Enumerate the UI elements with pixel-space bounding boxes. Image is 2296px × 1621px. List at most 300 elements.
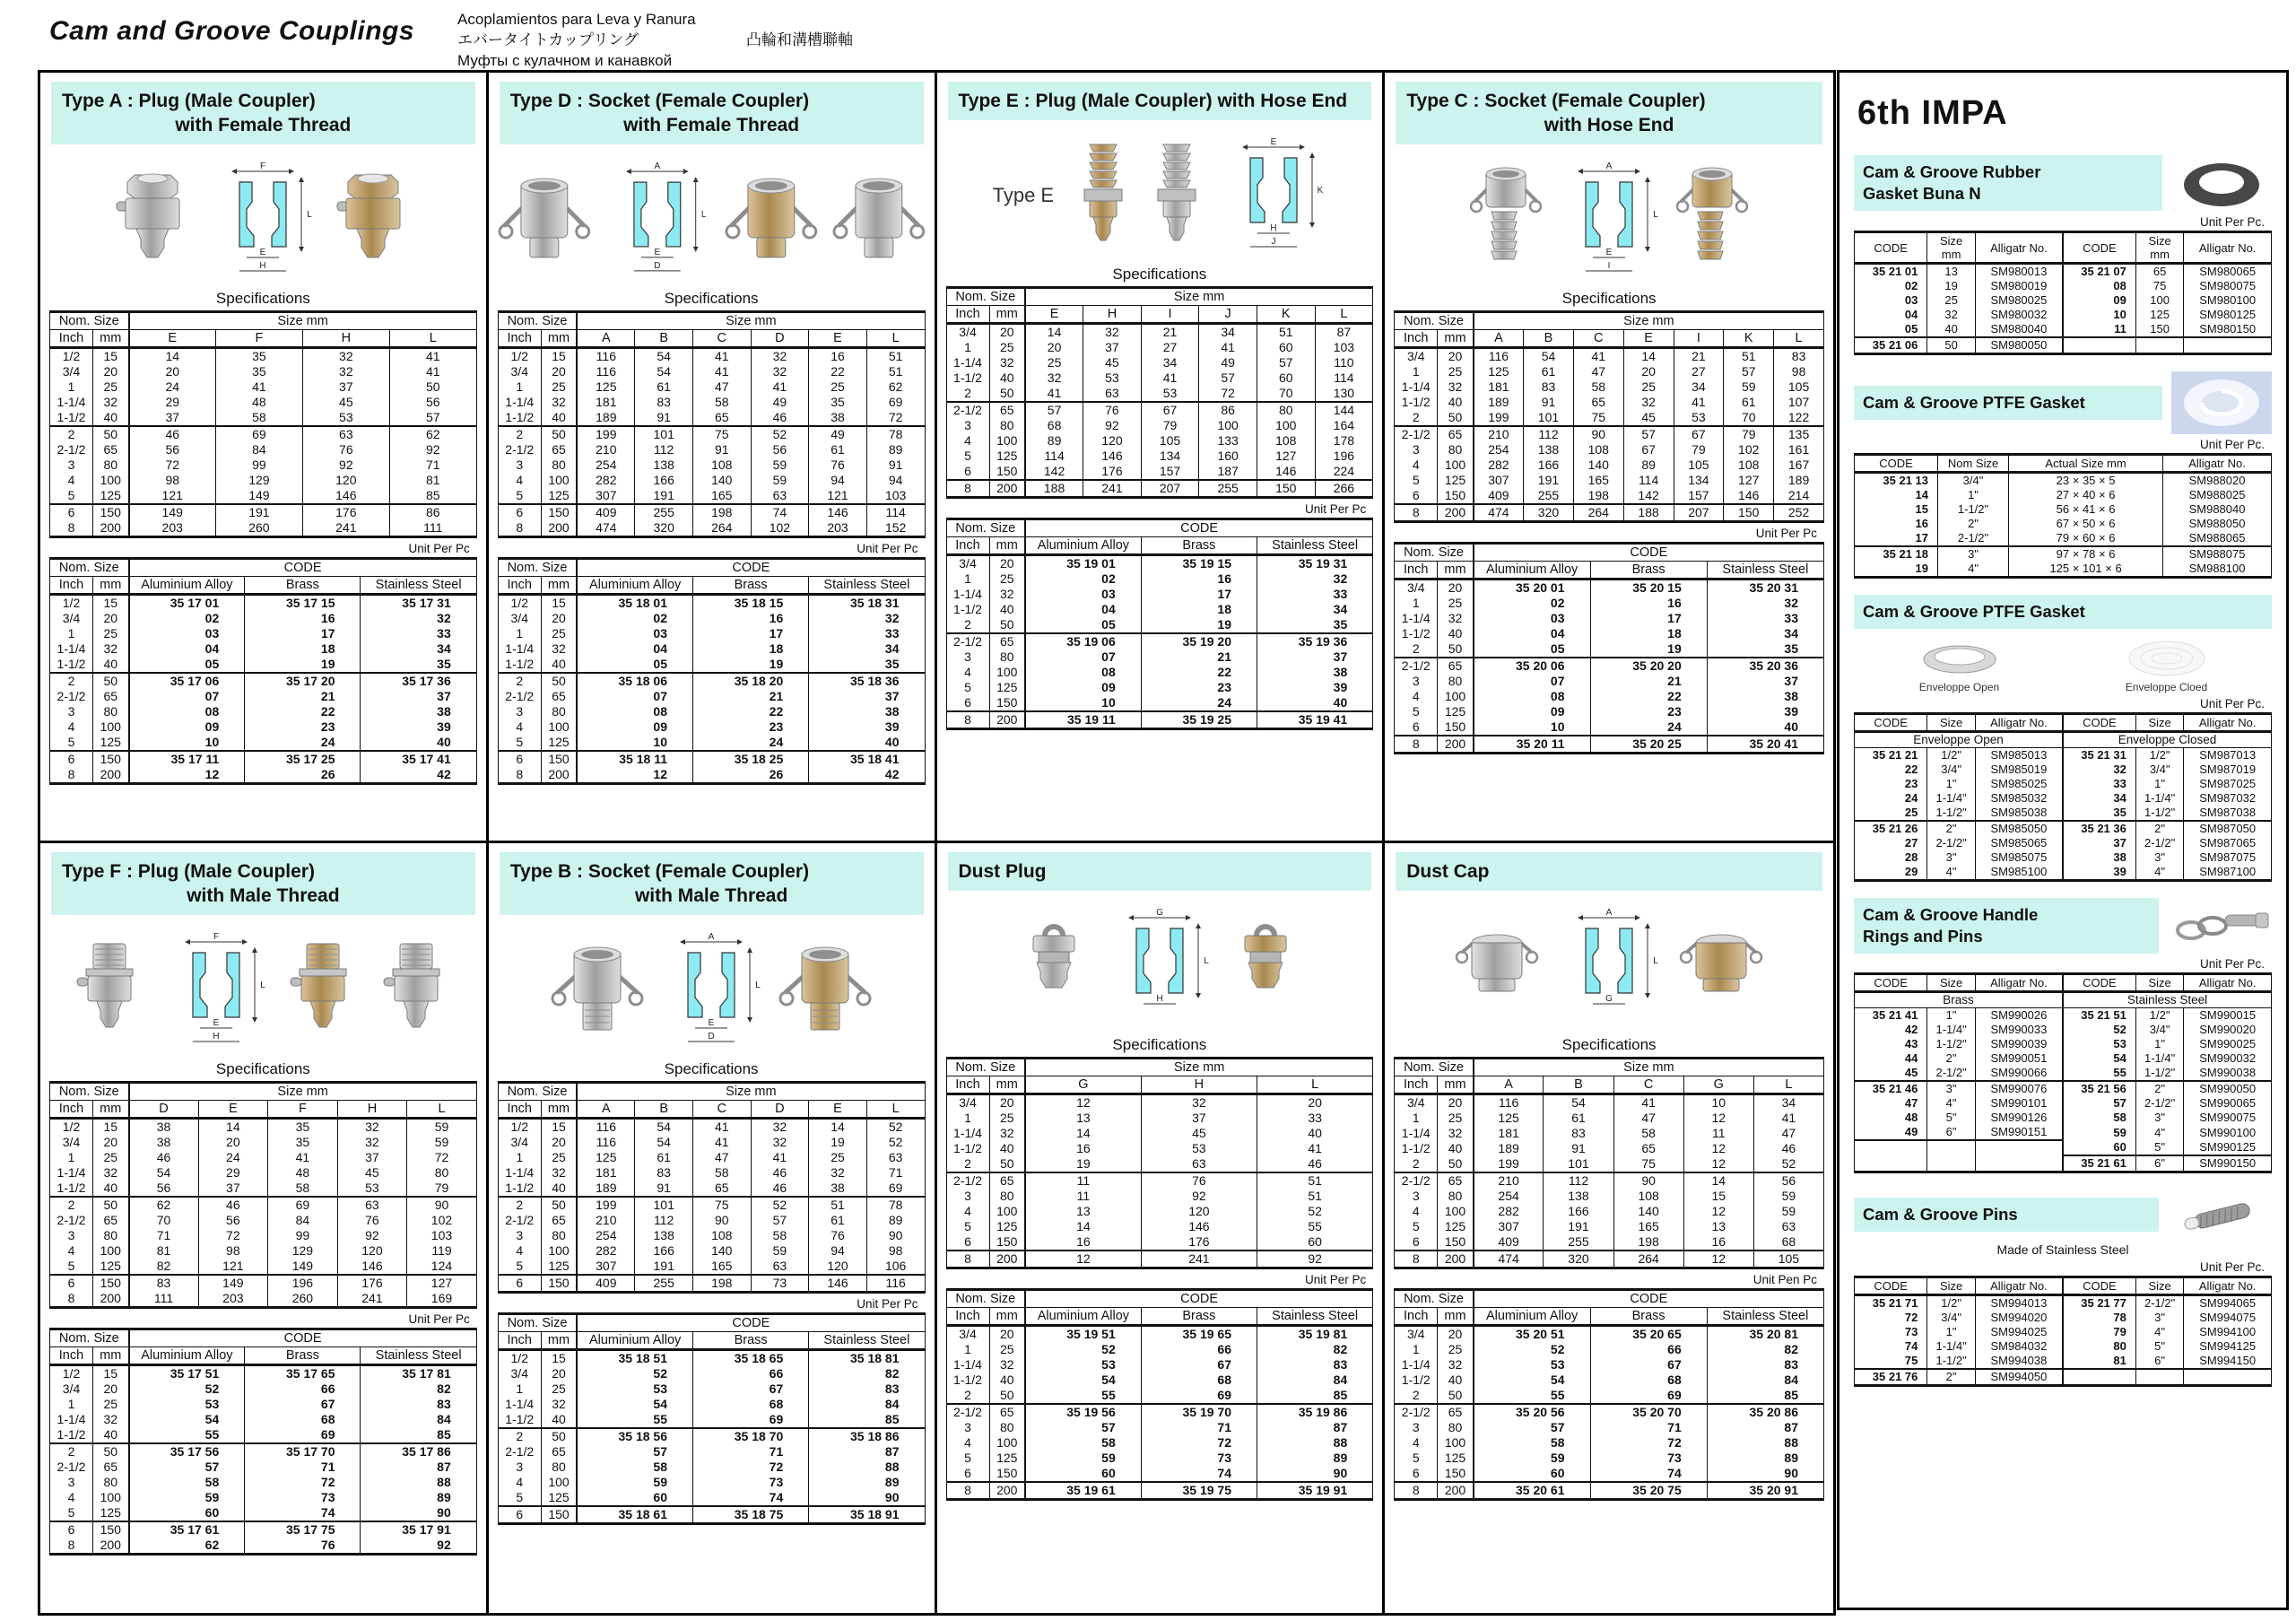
inch-cell: 2 — [498, 673, 541, 689]
col-header: Stainless Steel — [1707, 1307, 1823, 1325]
alligator-no-cell: SM990026 — [1975, 1008, 2063, 1024]
col-header: CODE — [2063, 974, 2135, 992]
value-cell: 35 20 41 — [1707, 736, 1823, 754]
code-cell: 08 — [2063, 279, 2135, 293]
inch-cell: 2-1/2 — [946, 1404, 989, 1420]
ptfe-gasket-envelope-table — [1854, 712, 2272, 882]
value-cell: 59 — [1724, 379, 1774, 395]
figure-area — [498, 152, 926, 288]
table-row — [50, 657, 477, 673]
value-cell: 125 — [1474, 1111, 1544, 1126]
inch-cell: 1-1/2 — [50, 1181, 93, 1197]
value-cell: 38 — [129, 1118, 199, 1135]
value-cell: 20 — [198, 1135, 268, 1150]
value-cell: 65 — [1573, 395, 1623, 410]
panel-title: Type D : Socket (Female Coupler) with Female Thread — [500, 82, 924, 144]
inch-cell: 1 — [50, 1397, 93, 1412]
table-row — [498, 1213, 925, 1228]
value-cell: 21 — [1141, 324, 1199, 341]
value-cell: 116 — [866, 1275, 925, 1293]
value-cell: 58 — [751, 1228, 809, 1243]
size-cell: 75 — [2135, 279, 2183, 293]
value-cell: 18 — [1141, 602, 1257, 617]
group-header: Size mm — [129, 312, 477, 330]
table-row — [1855, 1339, 2272, 1354]
value-cell: 40 — [361, 735, 476, 751]
table-row — [498, 364, 925, 379]
value-cell: 108 — [692, 458, 751, 473]
value-cell: 40 — [1707, 719, 1823, 736]
inch-cell: 6 — [50, 1275, 93, 1291]
specifications-caption: Specifications — [1112, 1035, 1207, 1053]
table-row — [1855, 322, 2272, 337]
table-row — [1395, 641, 1824, 658]
value-cell: 37 — [809, 689, 925, 704]
value-cell: 35 18 06 — [577, 673, 692, 689]
alligator-no-cell: SM990020 — [2184, 1023, 2272, 1037]
type-a-code-table — [49, 557, 477, 785]
inch-cell: 1-1/4 — [498, 395, 541, 410]
value-cell: 84 — [1257, 1373, 1372, 1388]
alligator-no-cell: SM985019 — [1975, 763, 2063, 777]
table-row — [498, 1460, 925, 1475]
col-header: CODE — [1855, 714, 1927, 732]
table-row — [1395, 1373, 1824, 1388]
value-cell: 83 — [361, 1397, 476, 1412]
value-cell: 32 — [1707, 596, 1823, 611]
inch-cell: 2 — [498, 1428, 541, 1444]
nom-size-header: Nom. Size — [946, 519, 1025, 537]
value-cell: 60 — [1257, 370, 1315, 386]
value-cell: 14 — [198, 1118, 268, 1135]
inch-cell: 1 — [498, 626, 541, 641]
mm-cell: 80 — [93, 1228, 129, 1243]
value-cell: 47 — [692, 379, 751, 395]
value-cell: 14 — [1025, 324, 1083, 341]
value-cell: 176 — [337, 1275, 407, 1291]
svg-text:L: L — [1653, 955, 1658, 966]
table-row — [498, 704, 925, 719]
nom-size-cell: 4" — [1938, 562, 2009, 578]
value-cell: 35 18 86 — [809, 1428, 925, 1444]
value-cell: 54 — [129, 1165, 199, 1181]
value-cell: 46 — [129, 1150, 199, 1165]
unit-note: Unit Per Pc — [857, 542, 918, 555]
table-row — [1855, 1037, 2272, 1051]
table-row — [50, 1412, 477, 1427]
table-row — [1395, 1404, 1824, 1420]
value-cell: 41 — [751, 379, 809, 395]
value-cell: 35 17 20 — [245, 673, 361, 689]
inch-header: Inch — [498, 1331, 541, 1349]
mm-cell: 20 — [989, 1094, 1025, 1111]
code-cell: 58 — [2063, 1111, 2135, 1125]
value-cell: 103 — [866, 488, 925, 504]
value-cell: 58 — [577, 1460, 692, 1475]
table-row — [1855, 562, 2272, 578]
value-cell: 03 — [577, 626, 692, 641]
mm-cell: 200 — [541, 767, 577, 784]
value-cell: 94 — [866, 473, 925, 488]
value-cell: 56 — [389, 395, 476, 410]
inch-cell: 1-1/4 — [498, 1165, 541, 1181]
col-header: H — [337, 1100, 407, 1118]
value-cell: 41 — [1199, 340, 1257, 355]
col-header: Brass — [693, 1331, 809, 1349]
mm-cell: 25 — [989, 1342, 1025, 1357]
code-cell: 32 — [2063, 763, 2135, 777]
code-cell — [2063, 1369, 2135, 1386]
inch-cell: 8 — [50, 1291, 93, 1308]
value-cell: 29 — [129, 395, 216, 410]
mm-cell: 100 — [93, 719, 129, 735]
table-row — [1395, 658, 1824, 674]
value-cell: 88 — [1707, 1435, 1823, 1451]
mm-cell: 125 — [93, 735, 129, 751]
size-cell: 1-1/2" — [1927, 1037, 1975, 1051]
table-row — [1855, 748, 2272, 763]
table-row — [50, 704, 477, 719]
value-cell: 35 19 01 — [1025, 555, 1141, 572]
nom-size-header: Nom. Size — [1395, 544, 1474, 562]
value-cell: 57 — [1257, 355, 1315, 370]
value-cell: 127 — [407, 1275, 477, 1291]
value-cell: 32 — [337, 1118, 407, 1135]
value-cell: 91 — [692, 442, 751, 458]
mm-cell: 40 — [93, 657, 129, 673]
value-cell: 35 18 36 — [809, 673, 925, 689]
value-cell: 18 — [245, 641, 361, 657]
code-cell: 49 — [1855, 1125, 1927, 1140]
mm-cell: 40 — [1438, 1141, 1474, 1156]
alligator-no-cell: SM990050 — [2184, 1081, 2272, 1096]
value-cell: 120 — [302, 473, 389, 488]
inch-cell: 4 — [50, 1243, 93, 1259]
value-cell: 34 — [1257, 602, 1372, 617]
table-row — [1395, 1172, 1824, 1189]
figure-caption: Enveloppe Open — [1918, 681, 2000, 693]
value-cell: 16 — [1025, 1141, 1141, 1156]
value-cell: 119 — [407, 1243, 477, 1259]
code-cell: 35 21 51 — [2063, 1008, 2135, 1024]
value-cell: 54 — [635, 1135, 693, 1150]
table-row — [50, 626, 477, 641]
col-header: L — [1753, 1076, 1823, 1094]
dust-cap-spec-table — [1394, 1057, 1824, 1269]
value-cell: 58 — [1474, 1435, 1590, 1451]
value-cell: 35 18 20 — [693, 673, 809, 689]
table-row — [1855, 1155, 2272, 1172]
subhead: Stainless Steel — [2063, 992, 2272, 1008]
value-cell: 76 — [809, 458, 867, 473]
subtitle-russian: Муфты с кулачном и канавкой — [457, 52, 673, 69]
inch-cell: 8 — [1395, 736, 1438, 754]
alligator-no-cell: SM994050 — [1975, 1369, 2063, 1386]
table-row — [498, 1181, 925, 1197]
mm-cell: 40 — [93, 410, 129, 426]
value-cell: 207 — [1141, 480, 1199, 498]
value-cell: 98 — [1774, 364, 1824, 379]
mm-cell: 100 — [989, 1204, 1025, 1219]
mm-cell: 20 — [1438, 580, 1474, 597]
table-row — [1395, 1451, 1824, 1466]
coupler-photo — [1676, 923, 1766, 1009]
value-cell: 73 — [751, 1275, 809, 1293]
value-cell: 34 — [809, 641, 925, 657]
value-cell: 409 — [577, 1275, 635, 1293]
value-cell: 16 — [693, 611, 809, 626]
alligator-no-cell: SM990076 — [1975, 1081, 2063, 1096]
mm-header: mm — [93, 330, 129, 348]
value-cell: 111 — [129, 1291, 199, 1308]
handle-rings-image — [2168, 906, 2272, 946]
col-header: A — [577, 1100, 635, 1118]
nom-size-cell: 3" — [1938, 546, 2009, 562]
value-cell: 23 — [1141, 680, 1257, 695]
panel-type-e — [937, 73, 1386, 843]
svg-text:H: H — [1270, 223, 1277, 233]
size-cell: 5" — [2135, 1140, 2183, 1155]
mm-cell: 125 — [989, 449, 1025, 464]
value-cell: 70 — [1724, 410, 1774, 426]
dust-plug-spec-table — [946, 1057, 1374, 1269]
inch-cell: 3 — [50, 1228, 93, 1243]
figure-area — [498, 922, 926, 1059]
value-cell: 110 — [1315, 355, 1373, 370]
panel-type-f — [40, 843, 489, 1614]
subhead: Enveloppe Closed — [2063, 732, 2272, 748]
nom-size-cell: 1" — [1938, 488, 2009, 502]
code-cell: 42 — [1855, 1023, 1927, 1037]
table-row — [1395, 488, 1824, 504]
inch-cell: 3 — [1395, 674, 1438, 689]
table-row — [498, 611, 925, 626]
value-cell: 38 — [361, 704, 476, 719]
code-cell: 35 21 61 — [2063, 1155, 2135, 1172]
mm-header: mm — [989, 1307, 1025, 1325]
subtitle-asian: エバータイトカップリング 凸輪和溝槽聯軸 — [457, 31, 854, 48]
value-cell: 09 — [129, 719, 245, 735]
inch-cell: 1-1/4 — [946, 587, 989, 602]
value-cell: 103 — [407, 1228, 477, 1243]
mm-cell: 100 — [93, 473, 129, 488]
alligator-no-cell: SM984032 — [1975, 1339, 2063, 1354]
size-cell: 65 — [2135, 264, 2183, 280]
group-header: CODE — [129, 1329, 477, 1346]
value-cell: 34 — [1199, 324, 1257, 341]
nom-size-header: Nom. Size — [946, 1289, 1025, 1307]
col-header: Alligatr No. — [2184, 1277, 2272, 1295]
value-cell: 75 — [692, 1197, 751, 1213]
mm-cell: 50 — [541, 1197, 577, 1213]
value-cell: 05 — [577, 657, 692, 673]
value-cell: 105 — [1141, 433, 1199, 449]
table-row — [946, 1126, 1373, 1141]
value-cell: 266 — [1315, 480, 1373, 498]
table-row — [1855, 1008, 2272, 1024]
mm-cell: 65 — [1438, 1404, 1474, 1420]
mm-cell: 150 — [1438, 1234, 1474, 1251]
value-cell: 138 — [635, 1228, 693, 1243]
value-cell: 52 — [1257, 1204, 1372, 1219]
inch-header: Inch — [1395, 562, 1438, 580]
specifications-caption: Specifications — [1561, 290, 1657, 307]
mm-cell: 125 — [989, 1219, 1025, 1234]
value-cell: 45 — [1623, 410, 1674, 426]
inch-cell: 2-1/2 — [946, 1172, 989, 1189]
group-header: CODE — [129, 559, 477, 577]
inch-cell: 1/2 — [50, 1118, 93, 1135]
mm-cell: 40 — [1438, 395, 1474, 410]
size-cell: 1/2" — [2135, 1008, 2183, 1024]
value-cell: 146 — [1083, 449, 1142, 464]
mm-cell: 80 — [989, 1420, 1025, 1435]
mm-cell: 125 — [1438, 704, 1474, 719]
value-cell: 60 — [577, 1490, 692, 1506]
value-cell: 47 — [1753, 1126, 1823, 1141]
value-cell: 13 — [1683, 1219, 1753, 1234]
unit-note: Unit Per Pc. — [2199, 215, 2265, 229]
table-row — [946, 1204, 1373, 1219]
value-cell: 63 — [302, 426, 389, 442]
value-cell: 12 — [1025, 1251, 1141, 1268]
value-cell: 22 — [809, 364, 867, 379]
value-cell: 35 19 11 — [1025, 711, 1141, 729]
value-cell: 35 17 61 — [129, 1521, 245, 1538]
table-row — [498, 1381, 925, 1397]
cross-section-diagram — [658, 933, 764, 1048]
value-cell: 25 — [809, 379, 867, 395]
table-row — [498, 458, 925, 473]
value-cell: 18 — [693, 641, 809, 657]
alligator-no-cell: SM994025 — [1975, 1325, 2063, 1339]
code-cell: 23 — [1855, 777, 1927, 791]
inch-cell: 4 — [1395, 689, 1438, 704]
value-cell: 187 — [1199, 464, 1257, 480]
value-cell: 19 — [1590, 641, 1707, 658]
mm-cell: 15 — [93, 348, 129, 365]
rubber-gasket-image — [2171, 154, 2272, 212]
value-cell: 47 — [692, 1150, 751, 1165]
inch-cell: 1-1/4 — [1395, 379, 1438, 395]
inch-cell: 5 — [1395, 704, 1438, 719]
type-f-code-table — [49, 1328, 477, 1556]
mm-header: mm — [1438, 1307, 1474, 1325]
value-cell: 39 — [1707, 704, 1823, 719]
value-cell: 214 — [1774, 488, 1824, 504]
value-cell: 81 — [129, 1243, 199, 1259]
table-row — [946, 1111, 1373, 1126]
value-cell: 41 — [1613, 1094, 1683, 1111]
alligator-no-cell: SM980050 — [1975, 337, 2063, 354]
value-cell: 53 — [577, 1381, 692, 1397]
value-cell: 22 — [1590, 689, 1707, 704]
col-header: B — [635, 1100, 693, 1118]
mm-cell: 100 — [1438, 458, 1474, 473]
alligator-no-cell: SM985075 — [1975, 850, 2063, 865]
value-cell: 79 — [407, 1181, 477, 1197]
value-cell: 474 — [1474, 1251, 1544, 1268]
value-cell: 45 — [302, 395, 389, 410]
value-cell: 34 — [1707, 626, 1823, 641]
mm-cell: 80 — [541, 1460, 577, 1475]
table-row — [498, 488, 925, 504]
code-cell: 17 — [1855, 531, 1938, 546]
table-row — [1855, 279, 2272, 293]
table-row — [50, 767, 477, 784]
inch-cell: 5 — [1395, 473, 1438, 488]
mm-cell: 20 — [541, 364, 577, 379]
col-header: Aluminium Alloy — [1474, 1307, 1590, 1325]
mm-cell: 100 — [93, 1243, 129, 1259]
value-cell: 71 — [389, 458, 476, 473]
inch-cell: 3/4 — [498, 364, 541, 379]
table-row — [498, 520, 925, 537]
value-cell: 101 — [1544, 1156, 1613, 1172]
dust-cap-code-table — [1394, 1288, 1824, 1501]
nom-size-header: Nom. Size — [498, 559, 577, 577]
value-cell: 74 — [693, 1490, 809, 1506]
table-row — [1395, 395, 1824, 410]
value-cell: 54 — [1025, 1373, 1141, 1388]
coupler-photo — [551, 940, 644, 1041]
value-cell: 85 — [1257, 1388, 1372, 1404]
alligator-no-cell: SM987038 — [2184, 806, 2272, 821]
code-cell: 74 — [1855, 1339, 1927, 1354]
table-row — [1395, 348, 1824, 365]
table-row — [946, 587, 1373, 602]
table-row — [498, 1506, 925, 1524]
panel-type-b — [489, 843, 937, 1614]
table-row — [1395, 410, 1824, 426]
cross-section-diagram — [1556, 162, 1662, 277]
value-cell: 57 — [751, 1213, 809, 1228]
value-cell: 282 — [1474, 458, 1524, 473]
inch-cell: 2 — [50, 1443, 93, 1460]
value-cell: 114 — [1315, 370, 1373, 386]
table-row — [498, 1397, 925, 1412]
value-cell: 80 — [1257, 402, 1315, 418]
value-cell: 35 19 06 — [1025, 633, 1141, 649]
value-cell: 24 — [1141, 695, 1257, 711]
inch-cell: 3/4 — [498, 611, 541, 626]
section-title: Cam & Groove PTFE Gasket — [1854, 595, 2272, 629]
inch-cell: 3/4 — [498, 1135, 541, 1150]
value-cell: 73 — [1590, 1451, 1707, 1466]
envelope-closed-gasket-image — [2120, 634, 2213, 681]
panel-title: Type B : Socket (Female Coupler) with Male Thread — [500, 852, 924, 915]
value-cell: 35 20 01 — [1474, 580, 1590, 597]
table-row — [946, 464, 1373, 480]
value-cell: 35 20 61 — [1474, 1482, 1590, 1500]
value-cell: 05 — [129, 657, 245, 673]
inch-cell: 8 — [1395, 504, 1438, 522]
inch-cell: 1/2 — [50, 1364, 93, 1381]
nom-size-header: Nom. Size — [946, 1058, 1025, 1076]
value-cell: 83 — [1774, 348, 1824, 365]
inch-cell: 3/4 — [50, 1135, 93, 1150]
inch-header: Inch — [1395, 1076, 1438, 1094]
value-cell: 54 — [635, 1118, 693, 1135]
inch-cell: 6 — [946, 695, 989, 711]
alligator-no-cell: SM990032 — [2184, 1051, 2272, 1066]
value-cell: 34 — [1753, 1094, 1823, 1111]
value-cell: 35 17 81 — [361, 1364, 476, 1381]
mm-cell: 40 — [541, 657, 577, 673]
mm-cell: 25 — [541, 1150, 577, 1165]
value-cell: 116 — [1474, 348, 1524, 365]
value-cell: 90 — [1707, 1466, 1823, 1482]
